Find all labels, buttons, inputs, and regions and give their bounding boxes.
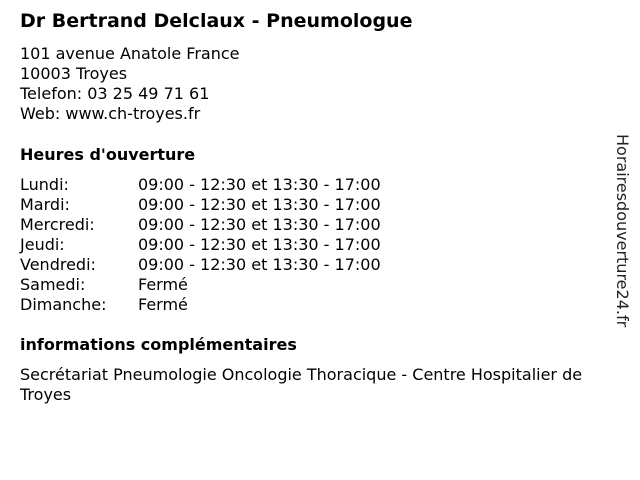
day-label: Mardi: — [20, 195, 70, 214]
day-label: Dimanche: — [20, 295, 107, 314]
day-hours: 09:00 - 12:30 et 13:30 - 17:00 — [138, 235, 381, 254]
hours-row-sunday — [20, 295, 381, 315]
hours-row-monday — [20, 175, 381, 195]
day-hours: Fermé — [138, 295, 188, 314]
day-label: Mercredi: — [20, 215, 95, 234]
address-city: 10003 Troyes — [20, 64, 128, 83]
additional-info-heading: informations complémentaires — [20, 335, 297, 354]
address-block — [20, 44, 239, 124]
hours-row-wednesday — [20, 215, 381, 235]
site-watermark: Horairesdouverture24.fr — [613, 134, 632, 328]
day-hours: Fermé — [138, 275, 188, 294]
phone-number: Telefon: 03 25 49 71 61 — [20, 84, 210, 103]
day-hours: 09:00 - 12:30 et 13:30 - 17:00 — [138, 195, 381, 214]
hours-row-thursday — [20, 235, 381, 255]
opening-hours-list — [20, 175, 381, 315]
website-link[interactable]: Web: www.ch-troyes.fr — [20, 104, 201, 123]
hours-row-friday — [20, 255, 381, 275]
hours-row-saturday — [20, 275, 381, 295]
day-label: Samedi: — [20, 275, 86, 294]
page-title: Dr Bertrand Delclaux - Pneumologue — [20, 10, 413, 32]
hours-row-tuesday — [20, 195, 381, 215]
day-label: Jeudi: — [20, 235, 65, 254]
day-hours: 09:00 - 12:30 et 13:30 - 17:00 — [138, 255, 381, 274]
day-hours: 09:00 - 12:30 et 13:30 - 17:00 — [138, 175, 381, 194]
address-street: 101 avenue Anatole France — [20, 44, 240, 63]
opening-hours-heading: Heures d'ouverture — [20, 145, 196, 164]
day-label: Lundi: — [20, 175, 69, 194]
day-hours: 09:00 - 12:30 et 13:30 - 17:00 — [138, 215, 381, 234]
additional-info-text: Secrétariat Pneumologie Oncologie Thoracique - Centre Hospitalier de Troyes — [20, 365, 583, 404]
day-label: Vendredi: — [20, 255, 96, 274]
